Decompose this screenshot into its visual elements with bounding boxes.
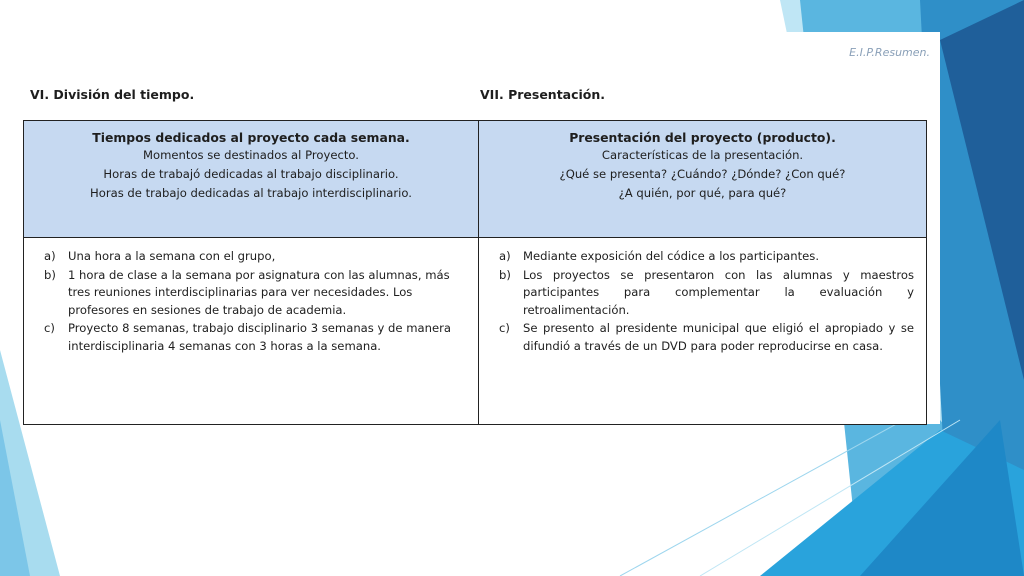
list-marker: c) [44,321,55,335]
body-cell-presentation [479,238,927,425]
list-text: 1 hora de clase a la semana por asignatura con las alumnas, más tres reuniones interdisciplinarias para ver necesidades. Los profesores en sesiones de trabajo de academia. [68,267,450,317]
list-item [499,267,914,320]
header-line: ¿A quién, por qué, para qué? [618,186,787,200]
time-list [44,248,466,355]
list-marker: c) [499,321,510,335]
list-text: Una hora a la semana con el grupo, [68,249,276,263]
header-title: Presentación del proyecto (producto). [569,130,836,145]
list-item [44,248,466,266]
list-text: Mediante exposición del códice a los participantes. [523,249,820,263]
list-item [499,248,914,266]
list-item [499,320,914,355]
list-marker: a) [499,249,511,263]
presentation-list [499,248,914,355]
list-marker: b) [44,267,56,282]
header-cell-time [24,121,479,238]
list-text: Proyecto 8 semanas, trabajo disciplinario 3 semanas y de manera interdisciplinaria 4 semanas con 3 horas a la semana. [68,321,451,353]
list-text: Se presento al presidente municipal que eligió el apropiado y se difundió a través de un DVD para poder reproducirse en casa. [523,321,914,353]
header-title: Tiempos dedicados al proyecto cada semana. [92,130,410,145]
header-line: Características de la presentación. [601,148,804,162]
slide-content-panel [20,32,940,424]
header-line: Momentos se destinados al Proyecto. [143,148,359,162]
list-item [44,320,466,355]
list-item [44,267,466,320]
header-cell-presentation [479,121,927,238]
list-marker: a) [44,249,56,263]
section-heading-presentation: VII. Presentación. [480,87,606,102]
table-header-row [24,121,927,238]
header-label: E.I.P.Resumen. [849,46,930,59]
summary-table [23,120,927,425]
header-line: Horas de trabajó dedicadas al trabajo disciplinario. [103,167,399,181]
header-line: ¿Qué se presenta? ¿Cuándo? ¿Dónde? ¿Con qué? [559,167,846,181]
body-cell-time [24,238,479,425]
table-body-row [24,238,927,425]
list-text: Los proyectos se presentaron con las alumnas y maestros participantes para complementar la evaluación y retroalimentación. [523,267,914,317]
header-line: Horas de trabajo dedicadas al trabajo interdisciplinario. [90,186,412,200]
section-heading-time-division: VI. División del tiempo. [30,87,195,102]
list-marker: b) [499,267,511,282]
